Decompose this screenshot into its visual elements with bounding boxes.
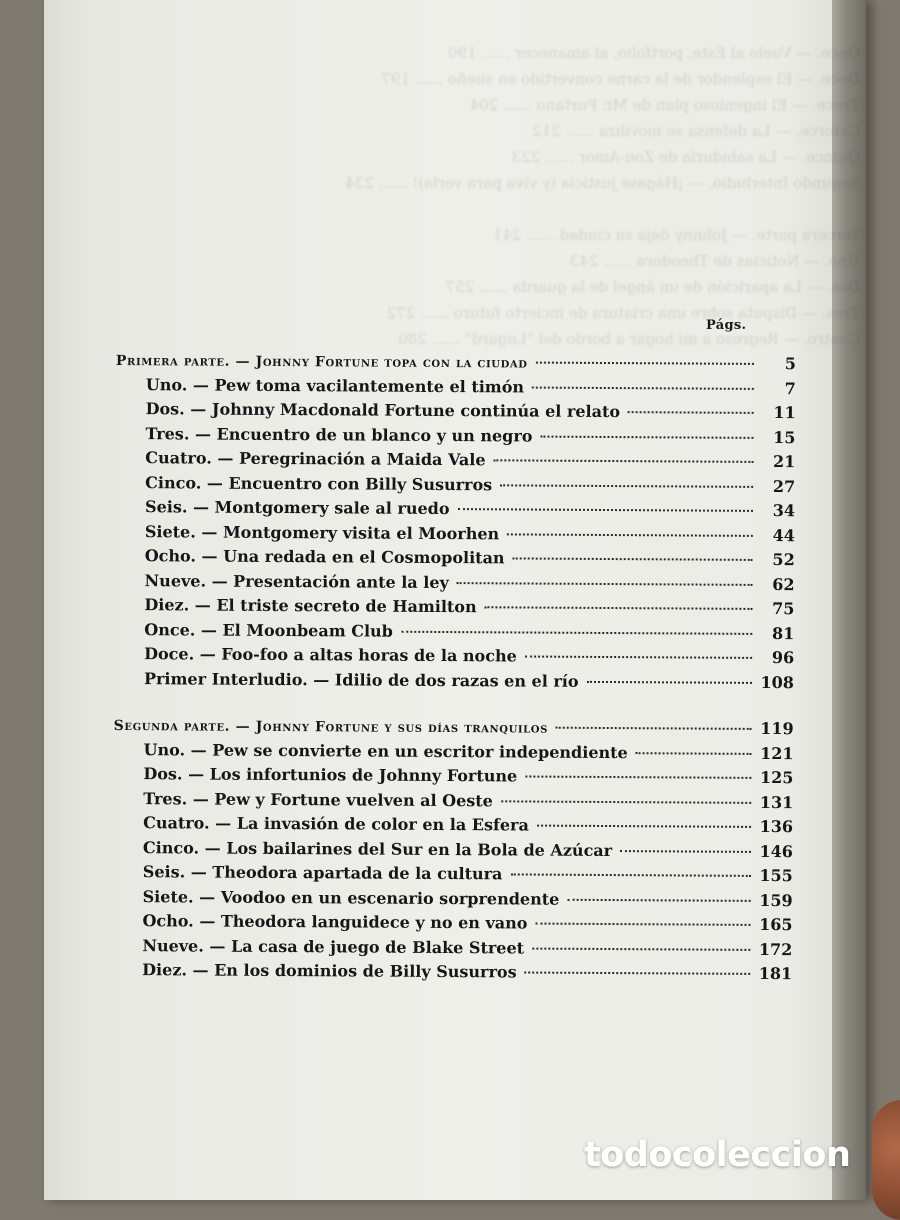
page-number: 172 <box>758 939 793 959</box>
dot-leader <box>535 923 750 926</box>
toc-entry-label <box>116 350 528 372</box>
toc-entry-label: Dos. — Los infortunios de Johnny Fortune <box>143 764 518 786</box>
page-number: 181 <box>758 963 793 984</box>
part-prefix: Segunda parte. — <box>113 717 256 735</box>
page-number: 131 <box>759 792 794 812</box>
page-number: 146 <box>759 841 794 861</box>
bleed-through-line: Quince. — La sabiduría de Zou-Amor ...... 223 <box>511 148 860 166</box>
page-number: 121 <box>760 743 794 763</box>
dot-leader <box>556 727 752 730</box>
page-number: 21 <box>773 452 796 472</box>
part-prefix: Primera parte. — <box>115 352 256 370</box>
bleed-through-line: Segundo Interludio. — ¡Hágase justicia (y viva para verla)! ...... 234 <box>345 174 860 192</box>
page-number: 165 <box>759 914 793 935</box>
dot-leader <box>620 850 751 853</box>
toc-entry-label: Ocho. — Una redada en el Cosmopolitan <box>144 546 505 568</box>
dot-leader <box>587 680 752 683</box>
dot-leader <box>537 825 751 828</box>
page-number: 75 <box>772 599 795 619</box>
part-title: Johnny Fortune topa con la ciudad <box>255 353 528 372</box>
toc-entry-label: Cinco. — Los bailarines del Sur en la Bola de Azúcar <box>142 837 613 860</box>
page-number: 96 <box>771 648 795 668</box>
dot-leader <box>532 386 754 389</box>
dot-leader <box>525 776 751 779</box>
toc-entry-label: Nueve. — Presentación ante la ley <box>144 570 449 592</box>
page-number: 119 <box>760 718 794 739</box>
bleed-through-line: Uno. — Noticias de Theodora ...... 243 <box>569 252 860 270</box>
page-number: 108 <box>760 672 795 692</box>
toc-entry-label: Tres. — Encuentro de un blanco y un negro <box>145 423 533 446</box>
dot-leader <box>567 898 750 901</box>
dot-leader <box>507 533 753 537</box>
dot-leader <box>485 606 753 610</box>
dot-leader <box>510 873 750 876</box>
toc-entry-label: Diez. — En los dominios de Billy Susurros <box>142 960 517 982</box>
toc-entry-label: Dos. — Johnny Macdonald Fortune continúa el relato <box>145 399 621 422</box>
page-number: 62 <box>772 574 795 594</box>
page-number: 125 <box>759 767 794 788</box>
toc-entry-label: Uno. — Pew se convierte en un escritor independiente <box>143 739 628 762</box>
bleed-through-line: Trece. — El ingenioso plan de Mr. Furtano ...... 204 <box>469 96 860 114</box>
toc-entry-label: Siete. — Voodoo en un escenario sorprendente <box>142 886 560 909</box>
bleed-through-line: Cuatro. — Regreso a mi hogar a bordo del "Lugard" ...... 280 <box>398 330 860 348</box>
toc-entry-label: Nueve. — La casa de juego de Blake Street <box>142 935 525 958</box>
page-number: 15 <box>773 427 796 447</box>
toc-entry-label: Seis. — Montgomery sale al ruedo <box>144 497 450 519</box>
toc-entry-label: Seis. — Theodora apartada de la cultura <box>142 862 503 884</box>
bleed-through-line: Tercera parte. — Johnny deja su ciudad ...... 241 <box>493 226 860 244</box>
toc-entry-label: Doce. — Foo-foo a altas horas de la noche <box>144 644 517 666</box>
table-of-contents <box>112 350 796 989</box>
dot-leader <box>628 411 754 414</box>
dot-leader <box>458 508 753 512</box>
dot-leader <box>525 656 752 659</box>
page-number: 81 <box>771 623 795 643</box>
page-number: 136 <box>759 816 794 837</box>
toc-entry-label: Cuatro. — La invasión de color en la Esfera <box>143 813 529 835</box>
page-number: 7 <box>784 378 796 398</box>
page-number: 155 <box>759 865 793 886</box>
page-number: 159 <box>759 890 793 910</box>
watermark-logo: todocoleccion <box>584 1135 851 1175</box>
toc-entry-label: Primer Interludio. — Idilio de dos razas en el río <box>143 668 579 691</box>
bleed-through-line: Catorce. — La defensa se moviliza ...... 212 <box>532 122 860 140</box>
toc-entry-label: Tres. — Pew y Fortune vuelven al Oeste <box>143 788 493 810</box>
toc-chapter-row <box>112 960 792 989</box>
bleed-through-line: Doce. — El esplendor de la carne convertido en sueño ...... 197 <box>381 70 860 88</box>
toc-entry-label <box>114 715 548 737</box>
dot-leader <box>500 484 753 488</box>
bleed-through-line: Dos. — La aparición de un ángel de la guarda ...... 257 <box>445 278 860 296</box>
toc-entry-label: Cuatro. — Peregrinación a Maida Vale <box>145 448 486 470</box>
page-number: 11 <box>773 403 796 423</box>
dot-leader <box>513 557 753 560</box>
thumb <box>872 1100 900 1220</box>
dot-leader <box>457 582 753 586</box>
toc-entry-label: Siete. — Montgomery visita el Moorhen <box>144 521 500 543</box>
toc-entry-label: Uno. — Pew toma vacilantemente el timón <box>145 374 525 396</box>
dot-leader <box>401 630 752 634</box>
toc-entry-label: Ocho. — Theodora languidece y no en vano <box>142 911 528 933</box>
dot-leader <box>536 362 754 365</box>
dot-leader <box>532 947 750 950</box>
dot-leader <box>540 435 753 438</box>
bleed-through-line: Tres. — Disputa sobre una criatura de incierto futuro ...... 272 <box>386 304 860 322</box>
part-title: Johnny Fortune y sus días tranquilos <box>255 718 549 737</box>
page-number: 52 <box>772 550 795 570</box>
dot-leader <box>494 459 754 463</box>
pags-header: Págs. <box>706 318 747 333</box>
toc-entry-label: Diez. — El triste secreto de Hamilton <box>144 595 477 617</box>
bleed-through-line: Once. — Vuelo al Este, portfolio, al amanecer ...... 190 <box>447 44 860 62</box>
toc-entry-label: Once. — El Moonbeam Club <box>144 619 393 641</box>
toc-entry-label: Cinco. — Encuentro con Billy Susurros <box>145 472 493 494</box>
page-number: 34 <box>772 501 796 521</box>
page-number: 5 <box>784 354 796 374</box>
dot-leader <box>501 800 751 804</box>
page-number: 44 <box>772 525 795 545</box>
bleed-through-text <box>90 40 860 350</box>
page-number: 27 <box>772 476 796 496</box>
toc-chapter-row <box>114 668 794 697</box>
dot-leader <box>525 972 751 975</box>
dot-leader <box>636 752 752 755</box>
